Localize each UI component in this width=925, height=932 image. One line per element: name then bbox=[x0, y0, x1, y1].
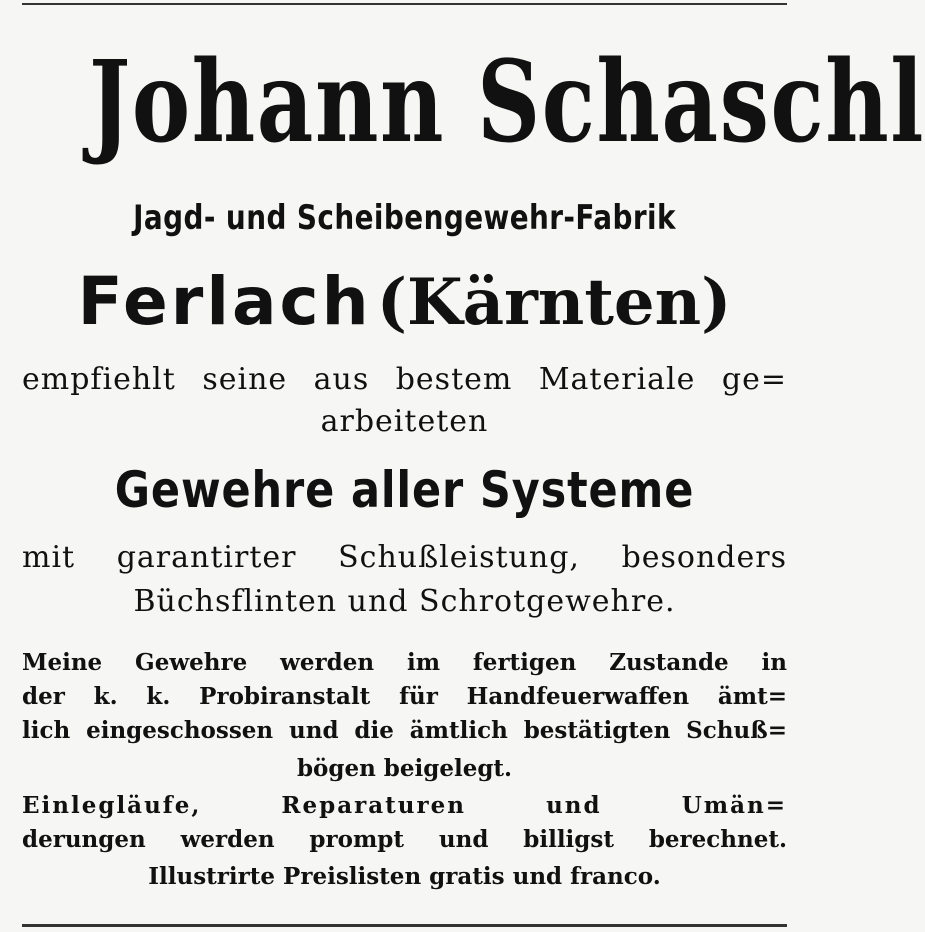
top-rule bbox=[22, 3, 787, 5]
headline: Gewehre aller Systeme bbox=[114, 461, 695, 519]
intro-line-2: arbeiteten bbox=[320, 404, 489, 439]
company-owner-name: Johann Schaschl bbox=[88, 37, 925, 168]
notice-line: der k. k. Probiranstalt für Handfeuerwaffen ämt= bbox=[22, 683, 787, 710]
firm-description: Jagd- und Scheibengewehr-Fabrik bbox=[133, 198, 676, 238]
detail-line-2: Büchsflinten und Schrotgewehre. bbox=[133, 584, 676, 619]
notice-line: lich eingeschossen und die ämtlich bestätigten Schuß= bbox=[22, 717, 787, 744]
notice-line: derungen werden prompt und billigst berechnet. bbox=[22, 826, 787, 853]
notice-line: Einlegläufe, Reparaturen und Umän= bbox=[22, 792, 787, 819]
detail-line-1: mit garantirter Schußleistung, besonders bbox=[22, 540, 787, 575]
notice-line: bögen beigelegt. bbox=[296, 755, 513, 782]
bottom-rule bbox=[22, 924, 787, 927]
notice-line: Illustrirte Preislisten gratis und franco. bbox=[148, 863, 661, 890]
location-region: (Kärnten) bbox=[376, 265, 732, 340]
location-town: Ferlach bbox=[77, 263, 372, 340]
location bbox=[0, 262, 809, 359]
intro-line-1: empfiehlt seine aus bestem Materiale ge= bbox=[22, 362, 787, 397]
notice-line: Meine Gewehre werden im fertigen Zustande in bbox=[22, 649, 787, 676]
